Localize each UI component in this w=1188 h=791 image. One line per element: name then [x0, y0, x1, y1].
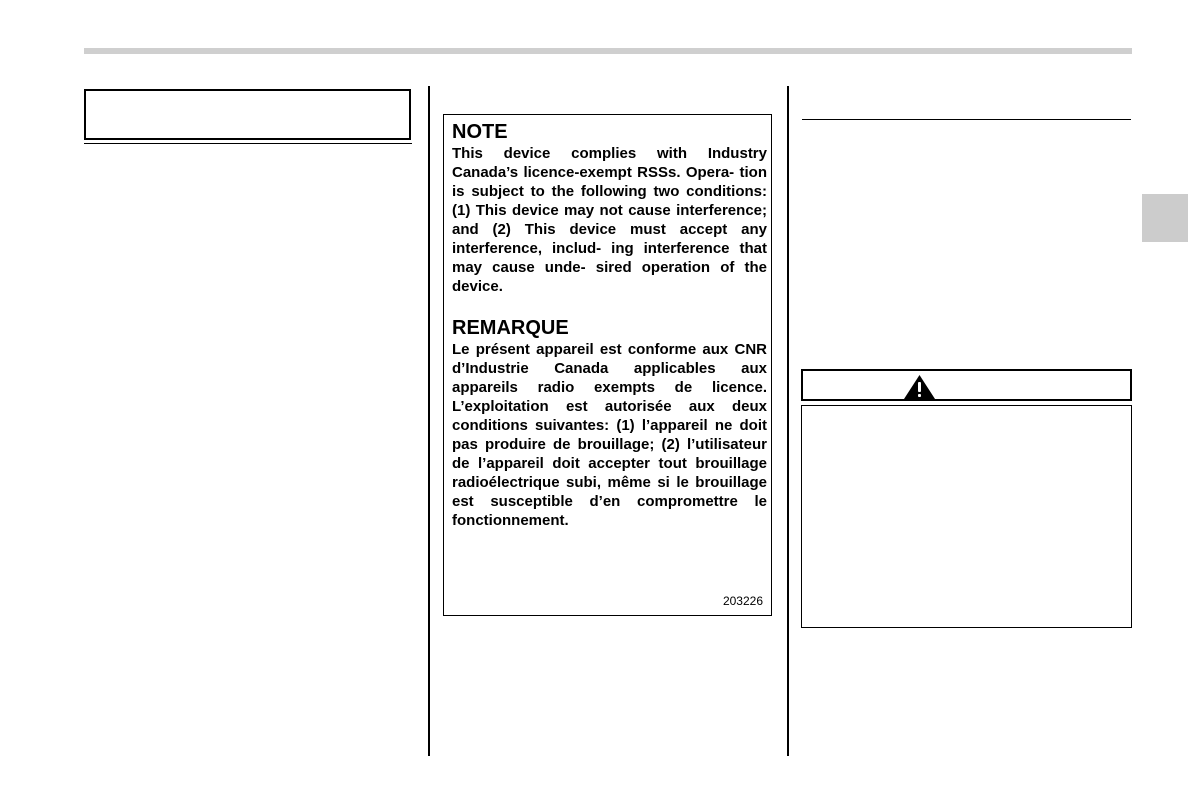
- right-section-rule: [802, 119, 1131, 120]
- note-heading: NOTE: [452, 121, 508, 143]
- warning-body-box: [801, 405, 1132, 628]
- section-heading-box: [84, 89, 411, 140]
- compliance-label-panel: [443, 114, 772, 616]
- remarque-text: Le présent appareil est conforme aux CNR d’Industrie Canada applicables aux appareils radio exempts de licence. L’exploitation est autorisée aux deux conditions suivantes: (1) l’appareil ne doit pas produire de brouillage; (2) l’utilisateur de l’appareil doit accepter tout brouillage radioélectrique subi, même si le brouillage est susceptible d’en compromettre le fonctionnement.: [452, 341, 768, 529]
- column-divider-right: [787, 86, 789, 756]
- column-divider-left: [428, 86, 430, 756]
- label-code: 203226: [722, 594, 763, 608]
- remarque-heading: REMARQUE: [452, 317, 569, 339]
- note-text: This device complies with Industry Canada’s licence-exempt RSSs. Opera- tion is subject to the following two conditions: (1) This device may not cause interference; and (2) This device must accept any interference, includ- ing interference that may cause unde- sired operation of the device.: [452, 145, 768, 295]
- warning-header: [801, 369, 1132, 401]
- chapter-thumb-tab: [1142, 194, 1188, 242]
- section-heading-rule: [84, 143, 412, 144]
- page-header-rule: [84, 48, 1132, 54]
- warning-triangle-icon: [903, 374, 936, 400]
